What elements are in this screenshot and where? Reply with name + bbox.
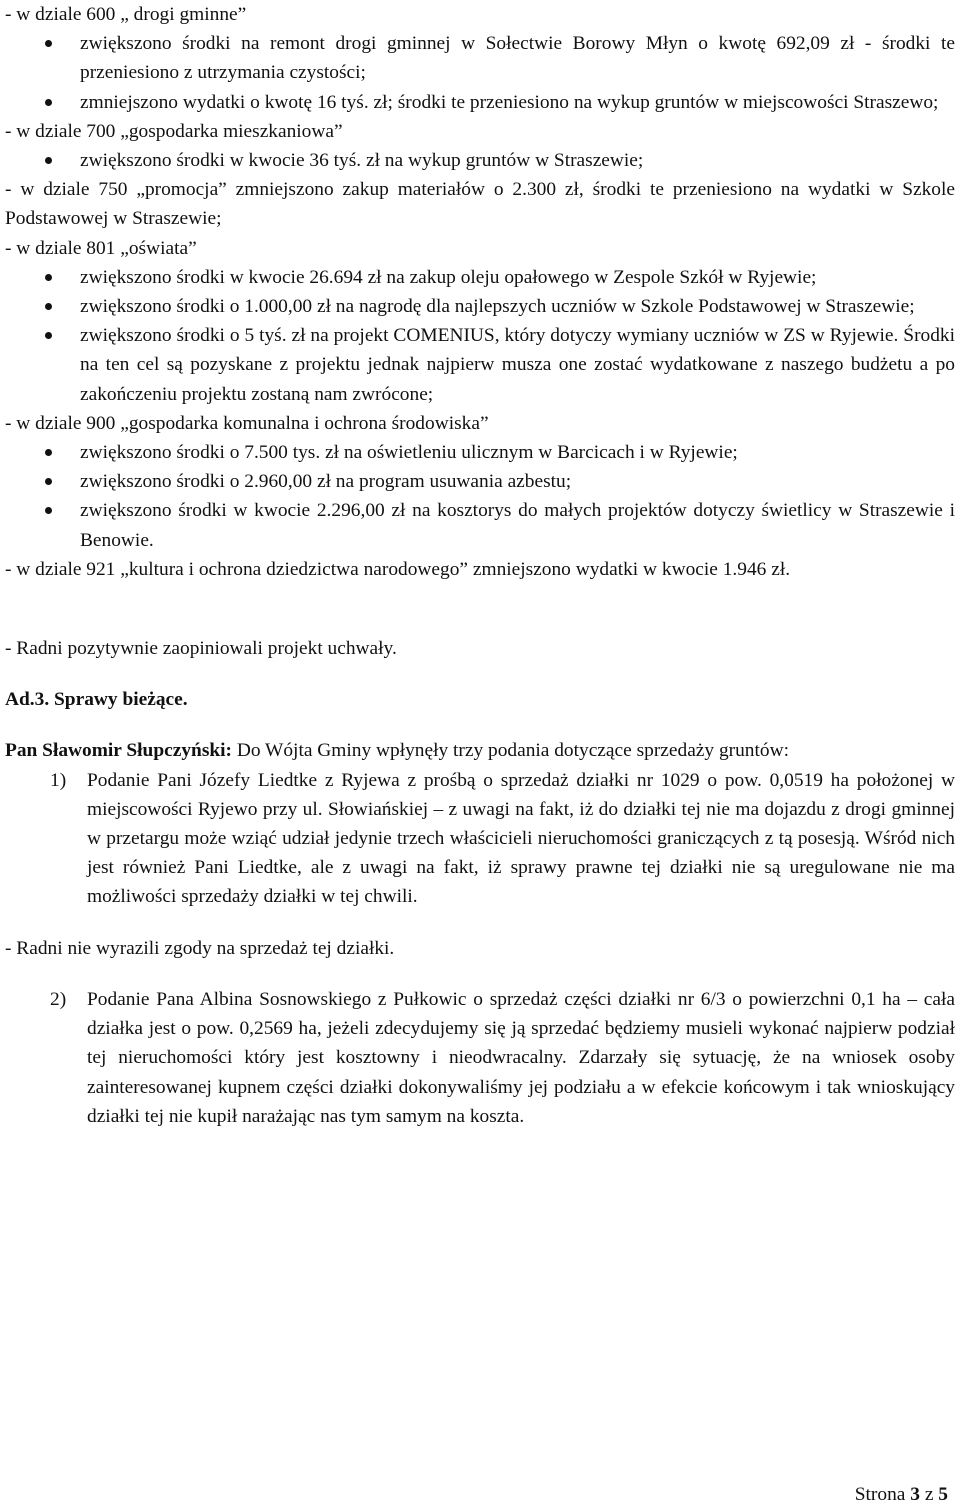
bullet-list-801 — [5, 263, 955, 409]
list-item: 2) Podanie Pana Albina Sosnowskiego z Pułkowic o sprzedaż części działki nr 6/3 o powierzchni 0,1 ha – cała działka jest o pow. 0,2569 ha, jeżeli zdecydujemy się ją sprzedać będziemy musieli wykonać najpierw podział tej nieruchomości który jest kosztowny i nieodwracalny. Zdarzały się sytuację, że na wniosek osoby zainteresowanej kupnem części działki dokonywaliśmy jej podziału a w efekcie końcowym i tak wnioskujący działki tej nie kupił narażając nas tym samym na koszta. — [5, 985, 955, 1131]
total-pages: 5 — [938, 1484, 948, 1505]
page-number-footer — [855, 1482, 948, 1508]
list-item: 1) Podanie Pani Józefy Liedtke z Ryjewa z prośbą o sprzedaż działki nr 1029 o pow. 0,0519 ha położonej w miejscowości Ryjewo przy ul. Słowiańskiej – z uwagi na fakt, iż do działki tej nie ma dojazdu z drogi gminnej w przetargu może wziąć udział jedynie trzech właścicieli nieruchomości graniczących z tą posesją. Wśród nich jest również Pani Liedtke, ale z uwagi na fakt, iż sprawy prawne tej działki nie są uregulowane nie ma możliwości sprzedaży działki w tej chwili. — [5, 766, 955, 912]
opinion-positive: - Radni pozytywnie zaopiniowali projekt uchwały. — [5, 638, 397, 660]
list-item: zmniejszono wydatki o kwotę 16 tyś. zł; środki te przeniesiono na wykup gruntów w miejscowości Straszewo; — [5, 88, 955, 117]
bullet-list-900 — [5, 438, 955, 555]
bullet-icon — [45, 507, 52, 514]
section-heading-600: - w dziale 600 „ drogi gminne” — [5, 4, 247, 25]
bullet-icon — [45, 99, 52, 106]
list-number: 1) — [50, 769, 67, 791]
speaker-name: Pan Sławomir Słupczyński: — [5, 740, 232, 762]
opinion-negative: - Radni nie wyrazili zgody na sprzedaż tej działki. — [5, 937, 395, 959]
footer-prefix: Strona — [854, 1484, 906, 1505]
bullet-list-700 — [5, 146, 955, 175]
bullet-icon — [45, 449, 52, 456]
spacer — [5, 963, 955, 985]
bullet-icon — [45, 274, 52, 281]
section-heading-801: - w dziale 801 „oświata” — [5, 237, 197, 259]
section-paragraph-921: - w dziale 921 „kultura i ochrona dziedzictwa narodowego” zmniejszono wydatki w kwocie 1.946 zł. — [5, 558, 791, 580]
bullet-list-600 — [5, 29, 955, 117]
bullet-icon — [45, 303, 52, 310]
list-item: zwiększono środki o 2.960,00 zł na program usuwania azbestu; — [5, 467, 955, 496]
bullet-icon — [45, 332, 52, 339]
speaker-text: Do Wójta Gminy wpłynęły trzy podania dotyczące sprzedaży gruntów: — [236, 740, 789, 762]
numbered-list-1 — [5, 766, 955, 912]
section-paragraph-750: - w dziale 750 „promocja” zmniejszono zakup materiałów o 2.300 zł, środki te przeniesiono na wydatki w Szkole Podstawowej w Straszewie; — [5, 179, 955, 230]
spacer — [5, 714, 955, 736]
numbered-list-2 — [5, 985, 955, 1131]
current-page: 3 — [910, 1484, 920, 1505]
list-item: zwiększono środki w kwocie 36 tyś. zł na wykup gruntów w Straszewie; — [5, 146, 955, 175]
list-item: zwiększono środki w kwocie 2.296,00 zł na kosztorys do małych projektów dotyczy świetlicy w Straszewie i Benowie. — [5, 496, 955, 554]
spacer — [5, 584, 955, 634]
agenda-item-title: Ad.3. Sprawy bieżące. — [5, 689, 188, 711]
list-item: zwiększono środki o 5 tyś. zł na projekt COMENIUS, który dotyczy wymiany uczniów w ZS w Ryjewie. Środki na ten cel są pozyskane z projektu jednak najpierw musza one zostać wydatkowane z naszego budżetu a po zakończeniu projektu zostaną nam zwrócone; — [5, 321, 955, 409]
list-number: 2) — [50, 988, 67, 1010]
section-heading-900: - w dziale 900 „gospodarka komunalna i ochrona środowiska” — [5, 412, 489, 434]
spacer — [5, 912, 955, 934]
document-page — [5, 0, 955, 1131]
list-item: zwiększono środki o 7.500 tys. zł na oświetleniu ulicznym w Barcicach i w Ryjewie; — [5, 438, 955, 467]
list-item: zwiększono środki na remont drogi gminnej w Sołectwie Borowy Młyn o kwotę 692,09 zł - środki te przeniesiono z utrzymania czystości; — [5, 29, 955, 87]
bullet-icon — [45, 478, 52, 485]
footer-separator: z — [924, 1484, 934, 1505]
list-item: zwiększono środki w kwocie 26.694 zł na zakup oleju opałowego w Zespole Szkół w Ryjewie; — [5, 263, 955, 292]
section-heading-700: - w dziale 700 „gospodarka mieszkaniowa” — [5, 120, 343, 142]
bullet-icon — [45, 40, 52, 47]
spacer — [5, 663, 955, 685]
speaker-paragraph — [5, 736, 955, 765]
bullet-icon — [45, 157, 52, 164]
list-item: zwiększono środki o 1.000,00 zł na nagrodę dla najlepszych uczniów w Szkole Podstawowej w Straszewie; — [5, 292, 955, 321]
